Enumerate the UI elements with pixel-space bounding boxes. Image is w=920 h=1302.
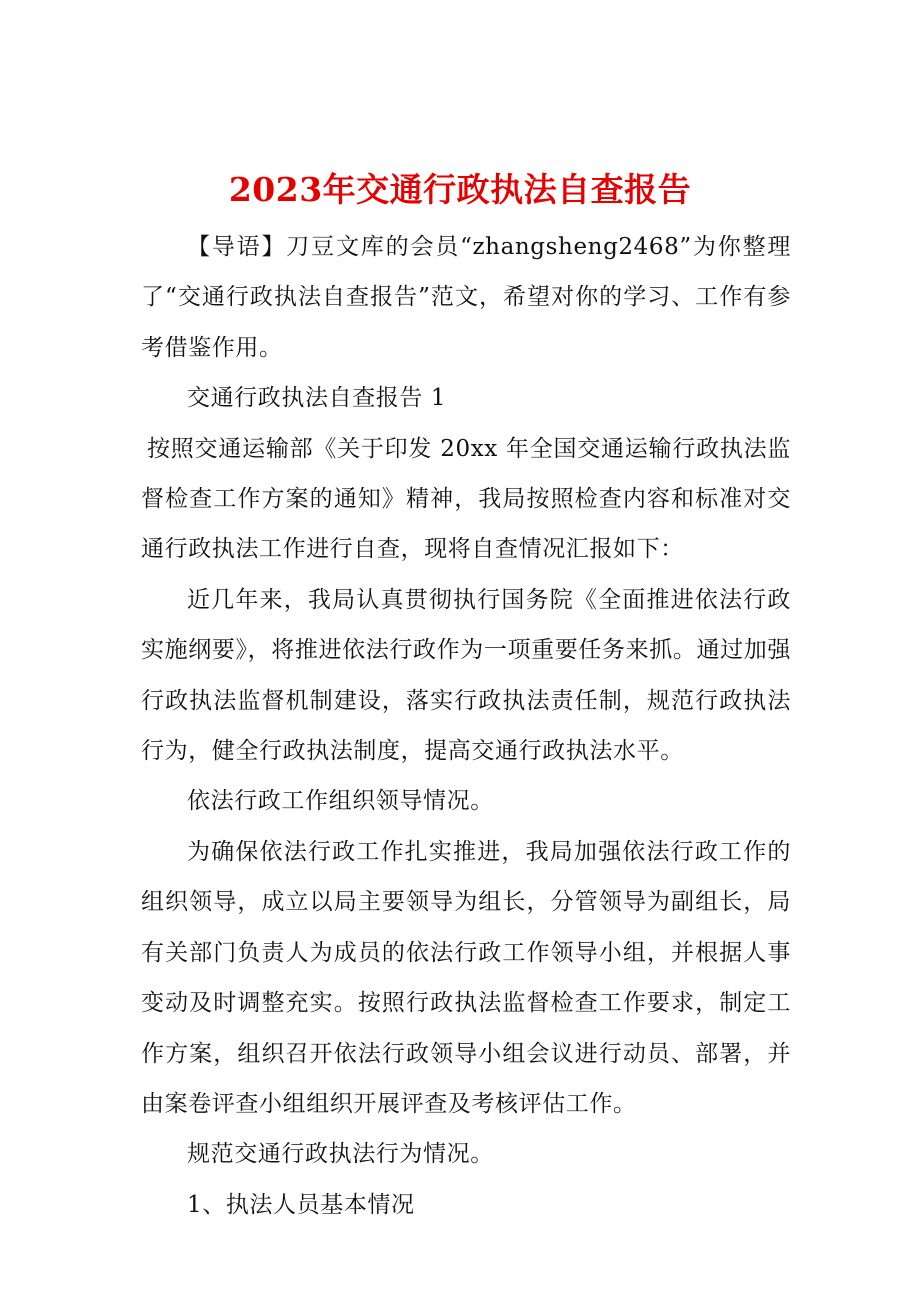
body-paragraph: 近几年来，我局认真贯彻执行国务院《全面推进依法行政实施纲要》，将推进依法行政作为一项重要任务来抓。通过加强行政执法监督机制建设，落实行政执法责任制，规范行政执法行为，健全行政执法制度，提高交通行政执法水平。 [141, 586, 791, 765]
document-title: 2023年交通行政执法自查报告 [228, 170, 692, 210]
document-body [141, 222, 791, 1230]
section-heading: 交通行政执法自查报告 1 [187, 385, 447, 412]
body-paragraph: 按照交通运输部《关于印发 20xx 年全国交通运输行政执法监督检查工作方案的通知》精神，我局按照检查内容和标准对交通行政执法工作进行自查，现将自查情况汇报如下： [141, 435, 791, 563]
body-paragraph: 为确保依法行政工作扎实推进，我局加强依法行政工作的组织领导，成立以局主要领导为组长，分管领导为副组长，局有关部门负责人为成员的依法行政工作领导小组，并根据人事变动及时调整充实。按照行政执法监督检查工作要求，制定工作方案，组织召开依法行政领导小组会议进行动员、部署，并由案卷评查小组组织开展评查及考核评估工作。 [141, 838, 791, 1117]
section-heading: 依法行政工作组织领导情况。 [187, 788, 494, 815]
intro-paragraph: 【导语】刀豆文库的会员“zhangsheng2468”为你整理了“交通行政执法自查报告”范文，希望对你的学习、工作有参考借鉴作用。 [141, 234, 791, 361]
list-item: 1、执法人员基本情况 [187, 1191, 415, 1218]
section-heading: 规范交通行政执法行为情况。 [187, 1141, 494, 1168]
